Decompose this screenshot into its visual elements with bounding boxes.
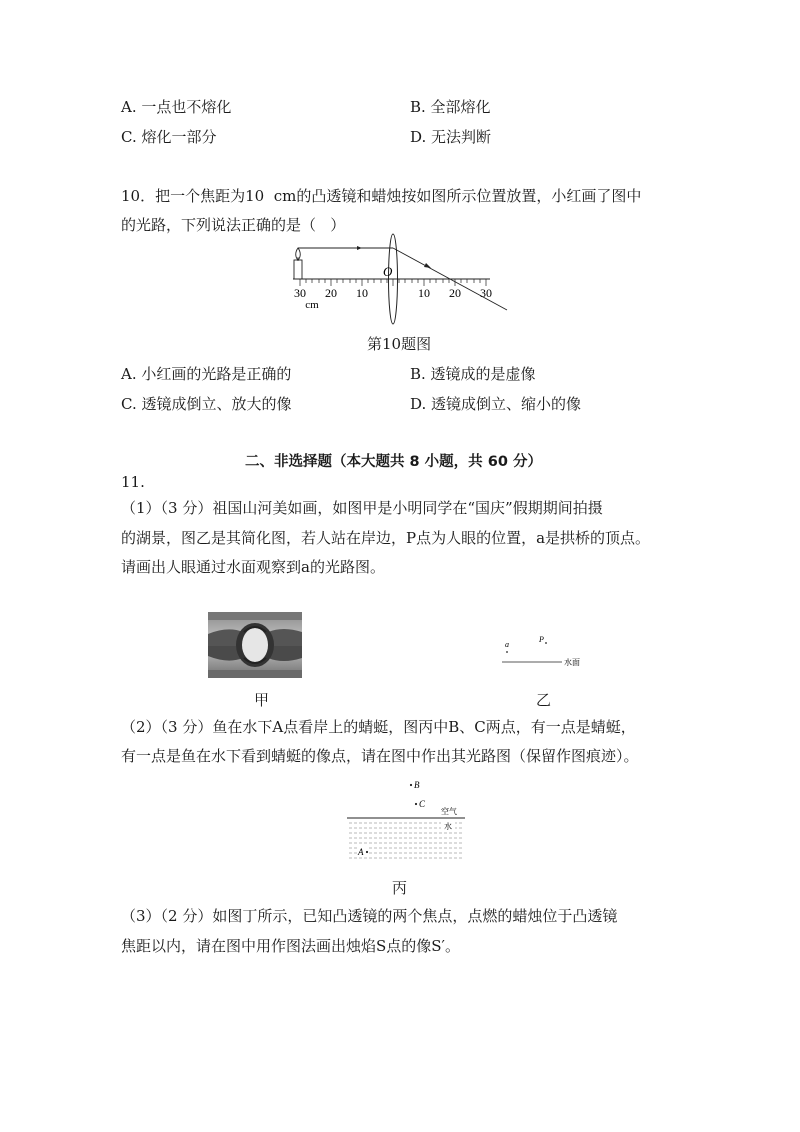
tick-label: 10 <box>418 286 430 300</box>
lake-bridge-photo <box>208 612 302 678</box>
q9-option-c: C. 熔化一部分 <box>121 128 217 146</box>
point-b-label: B <box>414 780 420 790</box>
q10-option-a: A. 小红画的光路是正确的 <box>121 365 292 383</box>
tick-label: 30 <box>294 286 306 300</box>
diagram-yi <box>495 628 595 672</box>
diagram-bing <box>345 776 470 866</box>
point-a <box>506 651 508 653</box>
q10-stem-line2: 的光路，下列说法正确的是（ ） <box>121 216 346 234</box>
tick-label: 10 <box>356 286 368 300</box>
q11-part3-line2: 焦距以内，请在图中用作图法画出烛焰S点的像S′。 <box>121 937 460 955</box>
q11-part3-line1: （3）（2 分）如图丁所示，已知凸透镜的两个焦点，点燃的蜡烛位于凸透镜 <box>121 907 618 925</box>
point-c-label: C <box>419 799 426 809</box>
tick-label: 30 <box>480 286 492 300</box>
q9-option-d: D. 无法判断 <box>410 128 492 146</box>
q11-part2-line2: 有一点是鱼在水下看到蜻蜓的像点，请在图中作出其光路图（保留作图痕迹）。 <box>121 747 639 765</box>
lens-center-label: O <box>383 264 393 279</box>
section-heading: 二、非选择题（本大题共 8 小题，共 60 分） <box>245 454 542 470</box>
ray-arrow-icon <box>357 246 362 250</box>
point-a-label: a <box>505 640 509 649</box>
point-p <box>545 642 547 644</box>
point-p-label: P <box>539 635 544 644</box>
q11-part1-line3: 请画出人眼通过水面观察到a的光路图。 <box>121 558 385 576</box>
q10-option-c: C. 透镜成倒立、放大的像 <box>121 395 292 413</box>
caption-yi: 乙 <box>536 691 552 709</box>
tick-label: 20 <box>325 286 337 300</box>
q10-stem-line1: 10．把一个焦距为10 cm的凸透镜和蜡烛按如图所示位置放置，小红画了图中 <box>121 187 642 205</box>
caption-bing: 丙 <box>392 879 408 897</box>
q9-option-a: A. 一点也不熔化 <box>121 98 232 116</box>
q10-option-b: B. 透镜成的是虚像 <box>410 365 536 383</box>
water-label: 水 <box>444 822 452 831</box>
water-surface-label: 水面 <box>564 658 580 667</box>
candle-icon <box>294 248 302 279</box>
point-a-label: A <box>358 847 364 857</box>
q10-figure-caption: 第10题图 <box>367 335 432 353</box>
q11-part1-line1: （1）（3 分）祖国山河美如画，如图甲是小明同学在“国庆”假期期间拍摄 <box>121 499 603 517</box>
ray-arrow-icon <box>424 263 431 268</box>
caption-jia: 甲 <box>254 691 270 709</box>
air-label: 空气 <box>441 807 457 816</box>
point-c <box>415 803 417 805</box>
q11-part2-line1: （2）（3 分）鱼在水下A点看岸上的蜻蜓，图丙中B、C两点，有一点是蜻蜓， <box>121 718 636 736</box>
q11-number: 11. <box>121 473 145 491</box>
q11-part1-line2: 的湖景，图乙是其简化图，若人站在岸边，P点为人眼的位置，a是拱桥的顶点。 <box>121 529 651 547</box>
unit-label: cm <box>305 299 319 311</box>
q10-lens-figure <box>285 238 525 330</box>
tick-label: 20 <box>449 286 461 300</box>
q9-option-b: B. 全部熔化 <box>410 98 491 116</box>
point-a <box>366 851 368 853</box>
q10-option-d: D. 透镜成倒立、缩小的像 <box>410 395 582 413</box>
point-b <box>410 784 412 786</box>
